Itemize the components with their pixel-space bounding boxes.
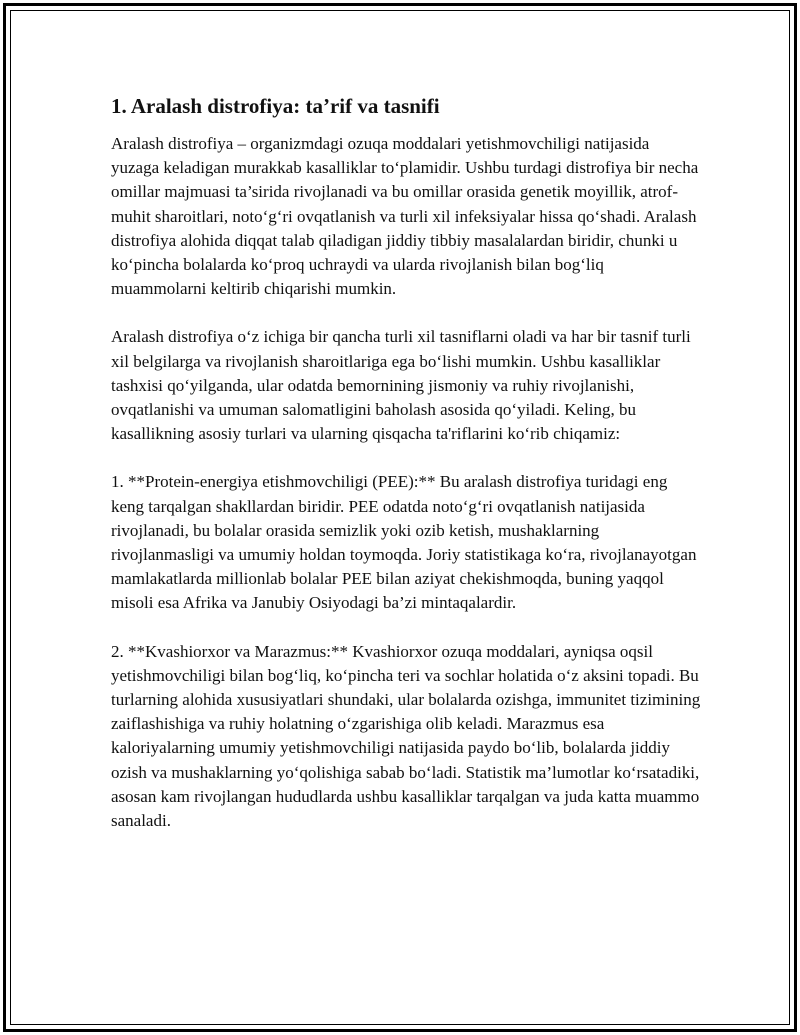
list-item-kwashiorkor-marasmus: 2. **Kvashiorxor va Marazmus:** Kvashiorxor ozuqa moddalari, ayniqsa oqsil yetishmovchiligi bilan bog‘liq, ko‘pincha teri va sochlar holatida o‘z aksini topadi. Bu turlarning alohida xususiyatlari shundaki, ular bolalarda ozishga, immunitet tizimining zaiflashishiga va ruhiy holatning o‘zgarishiga olib keladi. Marazmus esa kaloriyalarning umumiy yetishmovchiligi natijasida paydo bo‘lib, bolalarda jiddiy ozish va mushaklarning yo‘qolishiga sabab bo‘ladi. Statistik ma’lumotlar ko‘rsatadiki, asosan kam rivojlangan hududlarda ushbu kasalliklar tarqalgan va juda katta muammo sanaladi.	[111, 641, 701, 831]
list-item-pee: 1. **Protein-energiya etishmovchiligi (PEE):** Bu aralash distrofiya turidagi eng keng tarqalgan shakllardan biridir. PEE odatda noto‘g‘ri ovqatlanish natijasida rivojlanadi, bu bolalar orasida semizlik yoki ozib ketish, mushaklarning rivojlanmasligi va umumiy holdan toymoqda. Joriy statistikaga ko‘ra, rivojlanayotgan mamlakatlarda millionlab bolalar PEE bilan aziyat chekishmoqda, buning yaqqol misoli esa Afrika va Janubiy Osiyodagi ba’zi mintaqalardir.	[111, 472, 697, 613]
paragraph-definition: Aralash distrofiya – organizmdagi ozuqa moddalari yetishmovchiligi natijasida yuzaga keladigan murakkab kasalliklar to‘plamidir. Ushbu turdagi distrofiya bir necha omillar majmuasi ta’sirida rivojlanadi va bu omillar orasida genetik moyillik, atrof-muhit sharoitlari, noto‘g‘ri ovqatlanish va turli xil infeksiyalar hissa qo‘shadi. Aralash distrofiya alohida diqqat talab qiladigan jiddiy tibbiy masalalardan biridir, chunki u ko‘pincha bolalarda ko‘proq uchraydi va ularda rivojlanish bilan bog‘liq muammolarni keltirib chiqarishi mumkin.	[111, 134, 699, 299]
section-heading: 1. Aralash distrofiya: ta’rif va tasnifi	[111, 94, 440, 118]
document-body	[111, 82, 701, 857]
paragraph-classification: Aralash distrofiya o‘z ichiga bir qancha turli xil tasniflarni oladi va har bir tasnif turli xil belgilarga va rivojlanish sharoitlariga ega bo‘lishi mumkin. Ushbu kasalliklar tashxisi qo‘yilganda, ular odatda bemornining jismoniy va ruhiy rivojlanishi, ovqatlanishi va umuman salomatligini baholash asosida qo‘yiladi. Keling, bu kasallikning asosiy turlari va ularning qisqacha ta'riflarini ko‘rib chiqamiz:	[111, 327, 691, 444]
